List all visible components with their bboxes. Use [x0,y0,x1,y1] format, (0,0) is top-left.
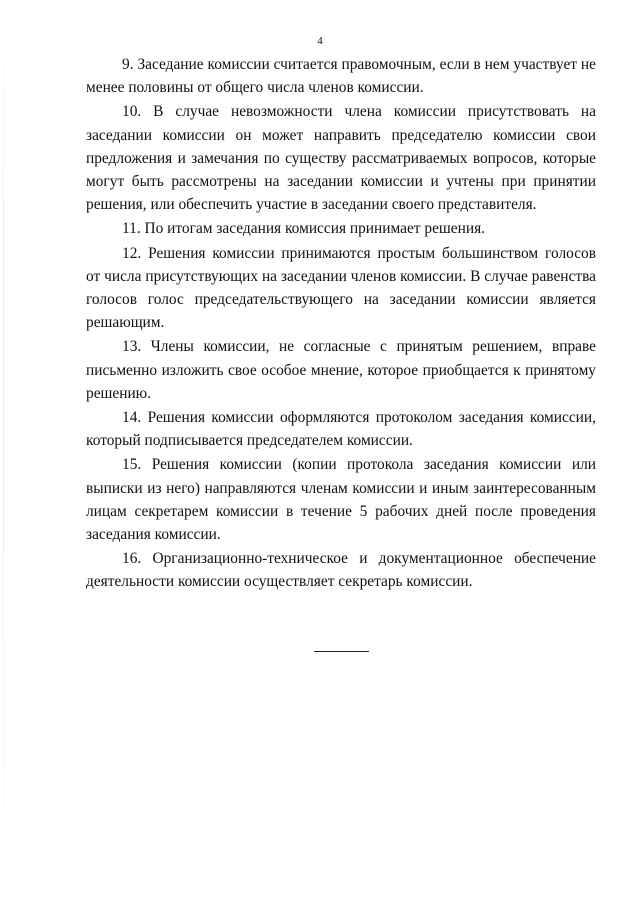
document-body [86,53,596,594]
paragraph-16: 16. Организационно-техническое и документационное обеспечение деятельности комиссии осуществляет секретарь комиссии. [86,550,596,591]
paragraph-10: 10. В случае невозможности члена комиссии присутствовать на заседании комиссии он может направить председателю комиссии свои предложения и замечания по существу рассматриваемых вопросов, которые могут быть рассмотрены на заседании комиссии и учтены при принятии решения, или обеспечить участие в заседании своего представителя. [86,103,596,214]
paragraph-14: 14. Решения комиссии оформляются протоколом заседания комиссии, который подписывается председателем комиссии. [86,409,596,450]
paragraph-13: 13. Члены комиссии, не согласные с принятым решением, вправе письменно изложить свое особое мнение, которое приобщается к принятому решению. [86,338,596,402]
scan-edge-mark [3,0,4,905]
paragraph-9: 9. Заседание комиссии считается правомочным, если в нем участвует не менее половины от общего числа членов комиссии. [86,56,596,97]
page-number: 4 [317,35,323,47]
paragraph-15: 15. Решения комиссии (копии протокола заседания комиссии или выписки из него) направляются членам комиссии и иным заинтересованным лицам секретарем комиссии в течение 5 рабочих дней после проведения заседания комиссии. [86,456,596,544]
end-of-document-divider [314,651,369,652]
paragraph-12: 12. Решения комиссии принимаются простым большинством голосов от числа присутствующих на заседании членов комиссии. В случае равенства голосов голос председательствующего на заседании комиссии является решающим. [86,244,596,332]
paragraph-11: 11. По итогам заседания комиссия принимает решения. [122,220,485,238]
